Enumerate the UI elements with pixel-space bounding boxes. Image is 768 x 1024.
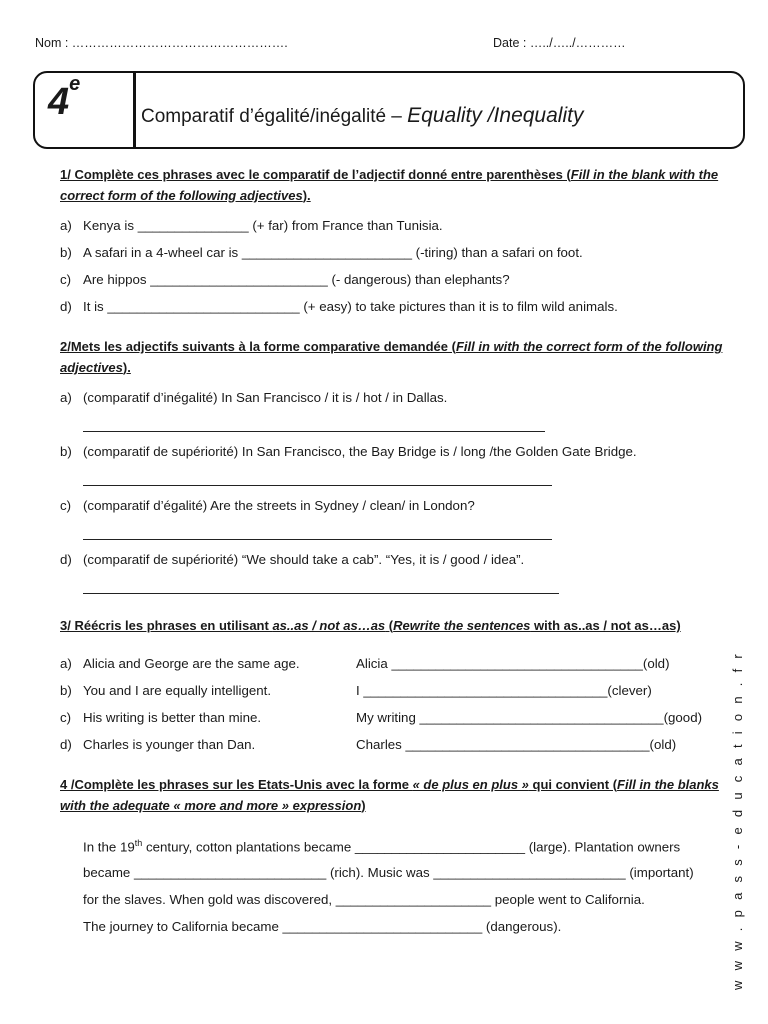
title-french: Comparatif d’égalité/inégalité – (141, 106, 402, 127)
exercise2-letter-c: c) (60, 498, 72, 513)
exercise1-letter-a: a) (60, 218, 72, 233)
exercise1-sentence-d: It is __________________________ (+ easy) to take pictures than it is to film wild animals. (83, 299, 618, 314)
section3-instruction: 3/ Réécris les phrases en utilisant as..as / not as…as (Rewrite the sentences with as..as / not as…as) (60, 618, 681, 633)
exercise3-letter-c: c) (60, 710, 72, 725)
exercise3-answer-b: I _________________________________(clever) (356, 683, 652, 698)
exercise3-letter-d: d) (60, 737, 72, 752)
exercise3-letter-a: a) (60, 656, 72, 671)
exercise3-sentence-d: Charles is younger than Dan. (83, 737, 256, 752)
exercise1-sentence-c: Are hippos ________________________ (- dangerous) than elephants? (83, 272, 510, 287)
exercise2-answer-line-c[interactable] (83, 539, 552, 540)
exercise1-letter-d: d) (60, 299, 72, 314)
exercise2-letter-d: d) (60, 552, 72, 567)
exercise3-sentence-c: His writing is better than mine. (83, 710, 262, 725)
exercise3-letter-b: b) (60, 683, 72, 698)
title-box (33, 71, 745, 149)
title-divider (133, 73, 136, 147)
exercise2-answer-line-d[interactable] (83, 593, 559, 594)
exercise4-line-3: for the slaves. When gold was discovered, _____________________ people went to California. (83, 892, 645, 907)
exercise2-prompt-d: (comparatif de supériorité) “We should take a cab”. “Yes, it is / good / idea”. (83, 552, 525, 567)
site-watermark: w w w . p a s s - e d u c a t i o n . f r (730, 650, 745, 990)
exercise3-answer-d: Charles _________________________________(old) (356, 737, 677, 752)
exercise2-prompt-a: (comparatif d’inégalité) In San Francisco / it is / hot / in Dallas. (83, 390, 448, 405)
exercise1-letter-c: c) (60, 272, 72, 287)
name-field-label: Nom : ……………………………………………. (35, 36, 288, 50)
exercise4-line-4: The journey to California became ___________________________ (dangerous). (83, 919, 562, 934)
date-field-label: Date : …../…../………… (493, 36, 626, 50)
exercise2-answer-line-b[interactable] (83, 485, 552, 486)
exercise1-sentence-b: A safari in a 4-wheel car is _______________________ (-tiring) than a safari on foot. (83, 245, 583, 260)
exercise2-letter-a: a) (60, 390, 72, 405)
exercise2-answer-line-a[interactable] (83, 431, 545, 432)
section2-instruction: 2/Mets les adjectifs suivants à la forme comparative demandée (Fill in with the correct form of the following adjectives). (60, 339, 723, 375)
worksheet-title (141, 104, 583, 128)
section1-instruction: 1/ Complète ces phrases avec le comparatif de l’adjectif donné entre parenthèses (Fill in the blank with the correct form of the following adjectives). (60, 167, 719, 203)
title-english: Equality /Inequality (407, 104, 584, 127)
section4-instruction: 4 /Complète les phrases sur les Etats-Unis avec la forme « de plus en plus » qui convient (Fill in the blanks with the adequate « more and more » expression) (60, 777, 719, 813)
exercise2-letter-b: b) (60, 444, 72, 459)
exercise1-sentence-a: Kenya is _______________ (+ far) from France than Tunisia. (83, 218, 443, 233)
exercise3-answer-c: My writing _________________________________(good) (356, 710, 703, 725)
exercise2-prompt-c: (comparatif d’égalité) Are the streets in Sydney / clean/ in London? (83, 498, 475, 513)
exercise4-line-2: became __________________________ (rich). Music was __________________________ (important) (83, 865, 694, 880)
grade-level: 4e (48, 73, 81, 123)
exercise1-letter-b: b) (60, 245, 72, 260)
exercise2-prompt-b: (comparatif de supériorité) In San Francisco, the Bay Bridge is / long /the Golden Gate Bridge. (83, 444, 637, 459)
exercise3-answer-a: Alicia __________________________________(old) (356, 656, 670, 671)
exercise4-line-1: In the 19th century, cotton plantations became _______________________ (large). Plantation owners (83, 838, 681, 855)
exercise3-sentence-b: You and I are equally intelligent. (83, 683, 272, 698)
exercise3-sentence-a: Alicia and George are the same age. (83, 656, 300, 671)
